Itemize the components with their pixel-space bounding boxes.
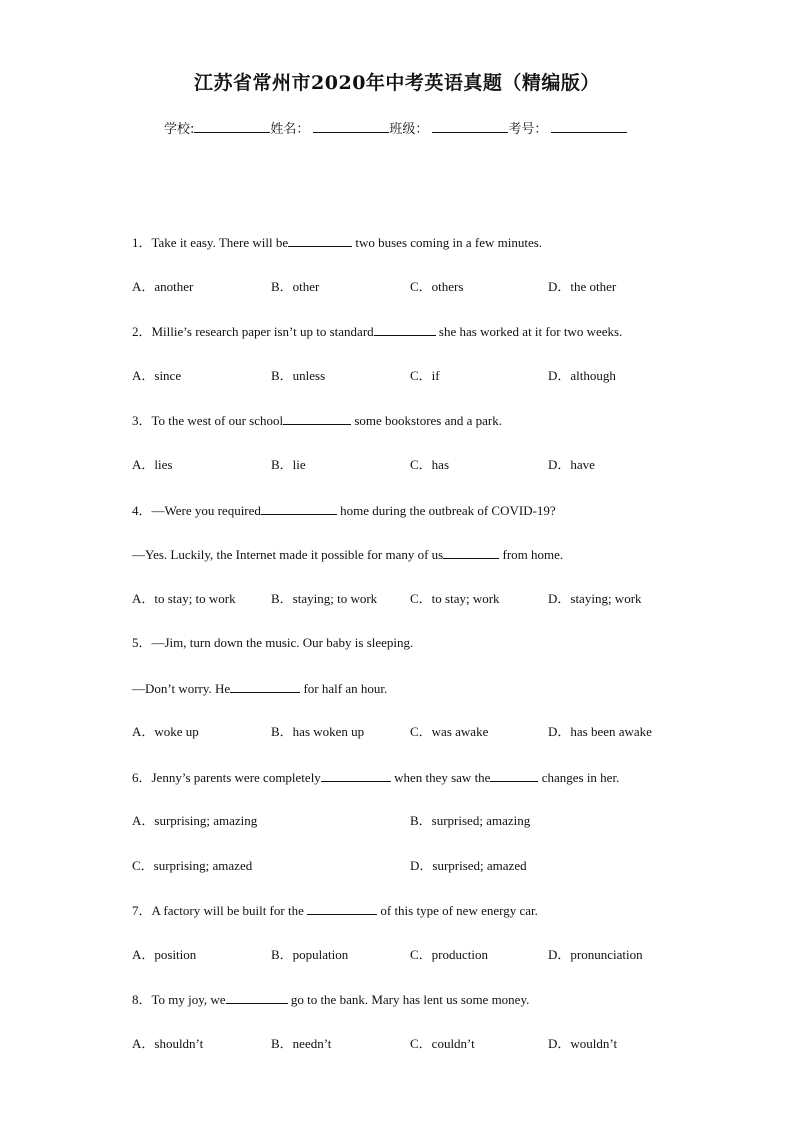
name-label: 姓名： [270, 122, 310, 137]
answer-blank [321, 769, 391, 782]
option-a[interactable]: A．since [132, 368, 182, 383]
question-7 [132, 902, 538, 919]
option-d[interactable]: D．wouldn’t [548, 1036, 618, 1051]
question-text: —Don’t worry. He [132, 681, 231, 696]
question-5 [132, 635, 413, 651]
question-text: home during the outbreak of COVID-19? [336, 503, 556, 518]
class-label: 班级： [389, 122, 429, 137]
option-b[interactable]: B．has woken up [271, 724, 365, 739]
option-a[interactable]: A．lies [132, 457, 173, 472]
question-text: 5．—Jim, turn down the music. Our baby is sleeping. [132, 635, 414, 650]
question-text: she has worked at it for two weeks. [435, 324, 623, 339]
question-2 [132, 323, 622, 340]
answer-blank [288, 234, 352, 247]
option-a[interactable]: A．another [132, 279, 194, 294]
question-6 [132, 769, 619, 786]
school-blank[interactable] [194, 120, 270, 133]
option-a[interactable]: A．to stay; to work [132, 591, 236, 606]
option-c[interactable]: C．has [410, 457, 450, 472]
option-d[interactable]: D．staying; work [548, 591, 642, 606]
question-text: two buses coming in a few minutes. [352, 235, 543, 250]
question-text: when they saw the [390, 770, 491, 785]
option-a[interactable]: A．shouldn’t [132, 1036, 204, 1051]
answer-blank [261, 502, 337, 515]
option-b[interactable]: B．population [271, 947, 349, 962]
option-c[interactable]: C．if [410, 368, 440, 383]
option-b[interactable]: B．unless [271, 368, 326, 383]
option-d[interactable]: D．the other [548, 279, 617, 294]
option-d[interactable]: D．has been awake [548, 724, 652, 739]
option-c[interactable]: C．to stay; work [410, 591, 500, 606]
question-text: changes in her. [538, 770, 620, 785]
option-b[interactable]: B．surprised; amazing [410, 813, 531, 828]
option-a[interactable]: A．surprising; amazing [132, 813, 258, 828]
option-b[interactable]: B．staying; to work [271, 591, 378, 606]
question-8 [132, 991, 529, 1008]
question-text: 8．To my joy, we [132, 992, 226, 1007]
school-label: 学校: [164, 122, 195, 137]
option-a[interactable]: A．woke up [132, 724, 199, 739]
option-b[interactable]: B．lie [271, 457, 306, 472]
option-b[interactable]: B．needn’t [271, 1036, 332, 1051]
option-c[interactable]: C．was awake [410, 724, 489, 739]
class-blank[interactable] [432, 120, 508, 133]
answer-blank [226, 991, 288, 1004]
option-c[interactable]: C．production [410, 947, 488, 962]
option-d[interactable]: D．have [548, 457, 595, 472]
answer-blank [443, 546, 499, 559]
question-text: 6．Jenny’s parents were completely [132, 770, 321, 785]
exam-no-blank[interactable] [551, 120, 627, 133]
option-d[interactable]: D．pronunciation [548, 947, 643, 962]
option-c[interactable]: C．others [410, 279, 464, 294]
question-text: 4．—Were you required [132, 503, 261, 518]
question-4-reply [132, 546, 563, 563]
answer-blank [230, 680, 300, 693]
question-text: some bookstores and a park. [351, 413, 503, 428]
option-c[interactable]: C．couldn’t [410, 1036, 475, 1051]
question-text: —Yes. Luckily, the Internet made it possible for many of us [132, 547, 444, 562]
option-a[interactable]: A．position [132, 947, 197, 962]
question-text: go to the bank. Mary has lent us some money. [287, 992, 530, 1007]
question-text: for half an hour. [300, 681, 388, 696]
question-text: from home. [499, 547, 564, 562]
answer-blank [307, 902, 377, 915]
option-b[interactable]: B．other [271, 279, 320, 294]
question-1 [132, 234, 542, 251]
answer-blank [283, 412, 351, 425]
question-5-reply [132, 680, 387, 697]
question-text: 2．Millie’s research paper isn’t up to standard [132, 324, 374, 339]
question-3 [132, 412, 502, 429]
question-4 [132, 502, 556, 519]
question-text: of this type of new energy car. [377, 903, 538, 918]
page-title: 江苏省常州市2020年中考英语真题（精编版） [194, 72, 600, 94]
option-d[interactable]: D．surprised; amazed [410, 858, 527, 873]
answer-blank [490, 769, 538, 782]
answer-blank [374, 323, 436, 336]
name-blank[interactable] [313, 120, 389, 133]
option-c[interactable]: C．surprising; amazed [132, 858, 253, 873]
question-text: 7．A factory will be built for the [132, 903, 308, 918]
question-text: 3．To the west of our school [132, 413, 284, 428]
exam-no-label: 考号： [508, 122, 548, 137]
option-d[interactable]: D．although [548, 368, 616, 383]
question-text: 1．Take it easy. There will be [132, 235, 289, 250]
student-info-line [164, 118, 627, 137]
